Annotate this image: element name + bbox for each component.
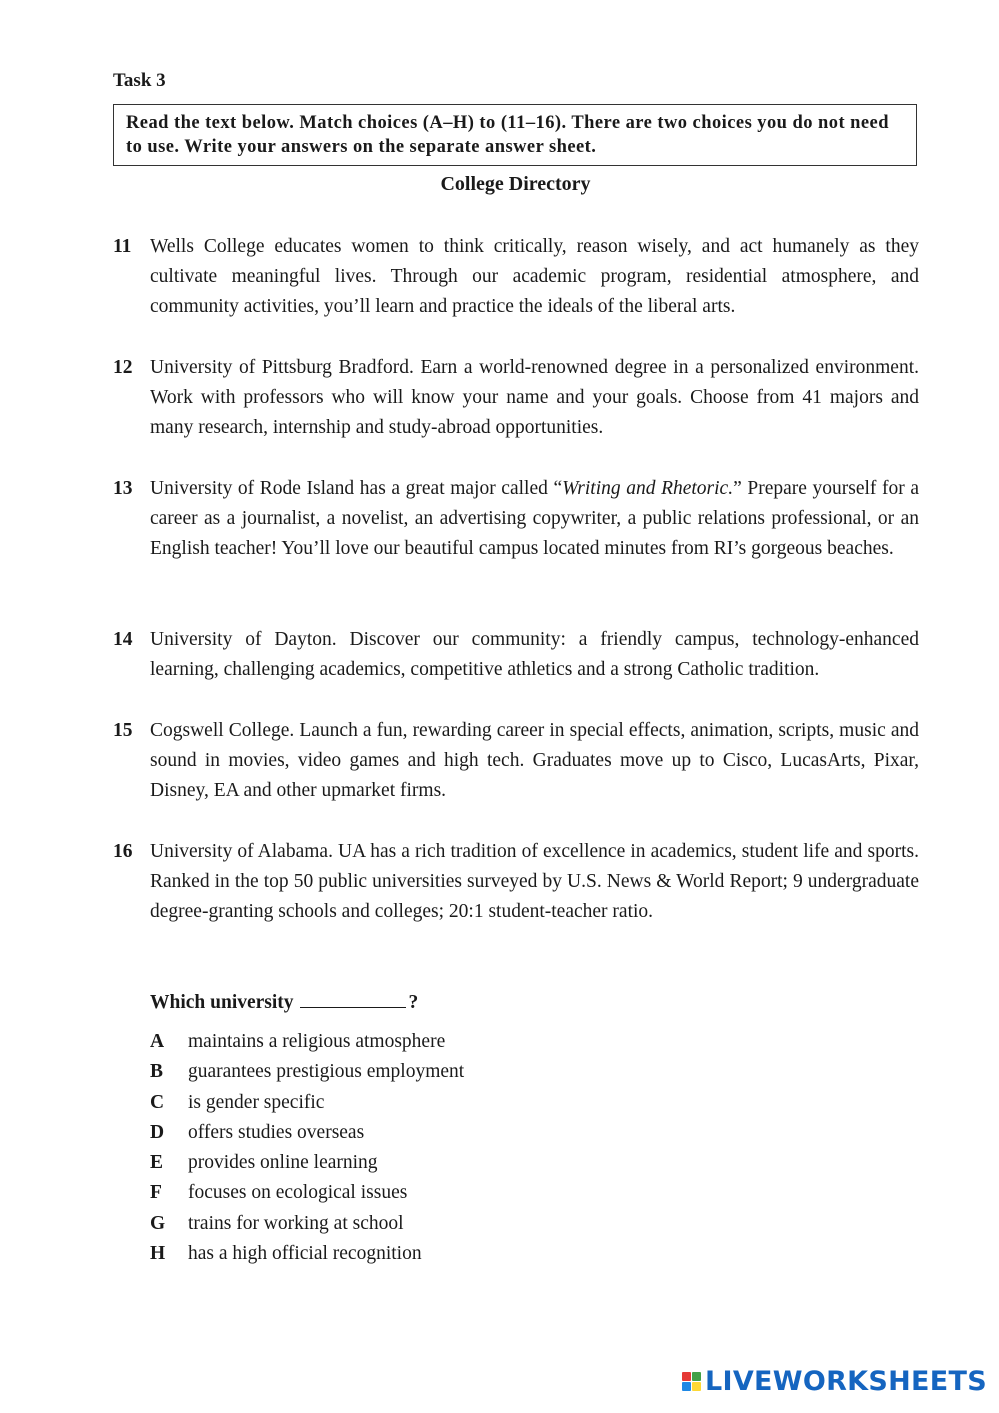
option-a: [150, 1027, 464, 1057]
option-letter: G: [150, 1212, 166, 1234]
option-text: focuses on ecological issues: [188, 1182, 408, 1204]
entry-number: 13: [113, 478, 133, 499]
options-list: [150, 1027, 464, 1269]
option-text: is gender specific: [188, 1091, 325, 1113]
option-letter: F: [150, 1182, 162, 1204]
entry-16: [113, 837, 919, 928]
entry-text-after: ” Prepare yourself for a career as a journalist, a novelist, an advertising copywriter, a public relations professional, or an English teacher! You’ll love our beautiful campus located minutes from RI’s gorgeous beaches.: [150, 478, 919, 560]
entry-11: [113, 232, 919, 323]
option-letter: E: [150, 1152, 164, 1174]
option-letter: D: [150, 1121, 165, 1143]
entry-14: [113, 625, 919, 685]
logo-square-red: [682, 1372, 691, 1381]
option-b: [150, 1057, 464, 1087]
entry-text: [150, 474, 919, 565]
entry-text: University of Dayton. Discover our community: a friendly campus, technology-enhanced learning, challenging academics, competitive athletics and a strong Catholic tradition.: [150, 629, 919, 681]
liveworksheets-logo: [682, 1366, 987, 1397]
entry-12: [113, 353, 919, 444]
option-letter: H: [150, 1243, 166, 1265]
entry-text-before: University of Rode Island has a great major called “: [150, 478, 563, 499]
question-suffix: ?: [408, 992, 419, 1013]
option-text: has a high official recognition: [188, 1243, 422, 1265]
option-text: provides online learning: [188, 1152, 378, 1174]
logo-square-yellow: [692, 1382, 701, 1391]
question-prefix: Which university: [150, 992, 294, 1013]
entry-text: Cogswell College. Launch a fun, rewarding career in special effects, animation, scripts, music and sound in movies, video games and high tech. Graduates move up to Cisco, LucasArts, Pixar, Disney, EA and other upmarket firms.: [150, 720, 919, 802]
task-title: Task 3: [113, 70, 166, 91]
option-c: [150, 1088, 464, 1118]
logo-square-green: [692, 1372, 701, 1381]
option-letter: B: [150, 1061, 164, 1083]
entry-number: 11: [113, 236, 132, 257]
instruction-box: [113, 104, 917, 166]
answer-blank: [300, 989, 406, 1008]
entry-text: Wells College educates women to think critically, reason wisely, and act humanely as they cultivate meaningful lives. Through our academic program, residential atmosphere, and community activities, you’ll learn and practice the ideals of the liberal arts.: [150, 236, 919, 318]
entry-13: [113, 474, 919, 565]
option-h: [150, 1239, 464, 1269]
option-g: [150, 1209, 464, 1239]
option-e: [150, 1148, 464, 1178]
logo-square-blue: [682, 1382, 691, 1391]
entry-number: 15: [113, 720, 133, 741]
entry-text: University of Pittsburg Bradford. Earn a world-renowned degree in a personalized environment. Work with professors who will know your name and your goals. Choose from 41 majors and many research, internship and study-abroad opportunities.: [150, 357, 919, 439]
question-prompt: [150, 989, 418, 1014]
option-letter: C: [150, 1091, 165, 1113]
entry-number: 16: [113, 841, 133, 862]
option-text: guarantees prestigious employment: [188, 1061, 465, 1083]
brand-name: LIVEWORKSHEETS: [704, 1366, 987, 1397]
option-text: maintains a religious atmosphere: [188, 1031, 446, 1052]
option-text: trains for working at school: [188, 1212, 404, 1234]
entry-text-italic: Writing and Rhetoric.: [562, 478, 734, 499]
option-f: [150, 1178, 464, 1208]
entry-text: University of Alabama. UA has a rich tradition of excellence in academics, student life and sports. Ranked in the top 50 public universities surveyed by U.S. News & World Report; 9 undergraduate degree-granting schools and colleges; 20:1 student-teacher ratio.: [150, 841, 919, 923]
entry-15: [113, 716, 919, 807]
entry-number: 14: [113, 629, 133, 650]
option-letter: A: [150, 1031, 165, 1052]
option-text: offers studies overseas: [188, 1121, 365, 1143]
entry-number: 12: [113, 357, 133, 378]
logo-squares-icon: [682, 1372, 701, 1391]
option-d: [150, 1118, 464, 1148]
instruction-text: Read the text below. Match choices (A–H) to (11–16). There are two choices you do not need to use. Write your answers on the separate answer sheet.: [126, 113, 889, 157]
directory-title: College Directory: [440, 173, 591, 195]
